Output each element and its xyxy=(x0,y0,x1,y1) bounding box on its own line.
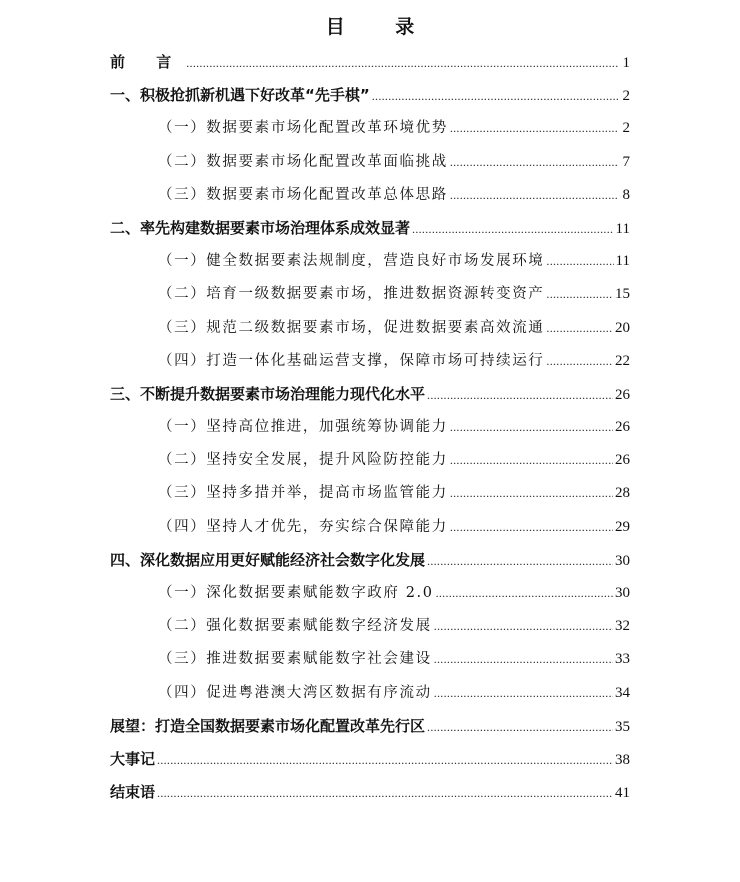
toc-page-number: 30 xyxy=(615,585,630,601)
toc-dot-leader xyxy=(546,312,613,345)
toc-dot-leader xyxy=(450,112,618,145)
toc-page-number: 15 xyxy=(615,286,630,303)
toc-chapter-entry[interactable] xyxy=(110,743,630,776)
toc-dot-leader xyxy=(450,411,613,444)
toc-page-number: 38 xyxy=(615,751,630,768)
toc-page-number: 41 xyxy=(615,785,630,802)
table-of-contents xyxy=(110,46,630,809)
toc-dot-leader xyxy=(450,477,613,510)
toc-page-number: 20 xyxy=(615,319,630,336)
toc-dot-leader xyxy=(434,677,613,710)
toc-chapter-entry[interactable] xyxy=(110,378,630,411)
toc-section-entry[interactable] xyxy=(110,677,630,710)
toc-section-entry[interactable] xyxy=(110,444,630,477)
toc-dot-leader xyxy=(427,379,613,412)
toc-entry-label: （三）规范二级数据要素市场，促进数据要素高效流通 xyxy=(158,319,545,336)
toc-entry-label: （二）强化数据要素赋能数字经济发展 xyxy=(158,618,432,635)
toc-entry-label: 三、不断提升数据要素市场治理能力现代化水平 xyxy=(110,384,426,403)
toc-page-number: 26 xyxy=(615,386,630,403)
toc-page-number: 29 xyxy=(615,518,630,535)
toc-entry-label: 前 言 xyxy=(110,53,185,71)
toc-entry-label: （一）数据要素市场化配置改革环境优势 xyxy=(158,120,448,137)
toc-section-entry[interactable] xyxy=(110,179,630,212)
toc-entry-label: 二、率先构建数据要素市场治理体系成效显著 xyxy=(110,218,411,237)
toc-dot-leader xyxy=(546,245,613,278)
toc-dot-leader xyxy=(450,511,613,544)
toc-page-number: 35 xyxy=(615,718,630,735)
toc-entry-label: （三）坚持多措并举，提高市场监管能力 xyxy=(158,485,448,502)
toc-dot-leader xyxy=(427,545,613,578)
toc-section-entry[interactable] xyxy=(110,146,630,179)
toc-entry-label: 大事记 xyxy=(110,749,156,768)
toc-page-number: 7 xyxy=(622,153,630,170)
toc-dot-leader xyxy=(436,577,613,610)
toc-entry-label: （三）数据要素市场化配置改革总体思路 xyxy=(158,186,448,203)
toc-entry-label: （四）打造一体化基础运营支撑，保障市场可持续运行 xyxy=(158,352,545,369)
toc-section-entry[interactable] xyxy=(110,245,630,278)
toc-entry-label: 展望：打造全国数据要素市场化配置改革先行区 xyxy=(110,716,426,735)
toc-chapter-entry[interactable] xyxy=(110,776,630,809)
toc-chapter-entry[interactable] xyxy=(110,544,630,577)
toc-dot-leader xyxy=(450,179,618,212)
toc-page-number: 11 xyxy=(615,253,630,270)
toc-entry-label: 结束语 xyxy=(110,783,156,802)
toc-entry-label: （四）坚持人才优先，夯实综合保障能力 xyxy=(158,518,448,535)
toc-section-entry[interactable] xyxy=(110,577,630,610)
toc-page-number: 2 xyxy=(622,120,630,137)
toc-section-entry[interactable] xyxy=(110,345,630,378)
toc-entry-label: （一）深化数据要素赋能数字政府 2.0 xyxy=(158,585,434,601)
toc-page-number: 22 xyxy=(615,352,630,369)
toc-page-number: 28 xyxy=(615,485,630,502)
toc-dot-leader xyxy=(157,777,613,810)
toc-page-number: 32 xyxy=(615,618,630,635)
toc-dot-leader xyxy=(546,278,613,311)
toc-section-entry[interactable] xyxy=(110,278,630,311)
toc-entry-label: 一、积极抢抓新机遇下好改革“先手棋” xyxy=(110,86,370,105)
toc-entry-label: （一）健全数据要素法规制度，营造良好市场发展环境 xyxy=(158,253,545,270)
toc-chapter-entry[interactable] xyxy=(110,212,630,245)
toc-dot-leader xyxy=(546,345,613,378)
toc-page-number: 11 xyxy=(615,220,630,237)
toc-title: 目 录 xyxy=(325,16,437,38)
toc-chapter-entry[interactable] xyxy=(110,46,630,79)
toc-dot-leader xyxy=(157,744,613,777)
toc-section-entry[interactable] xyxy=(110,477,630,510)
toc-entry-label: （三）推进数据要素赋能数字社会建设 xyxy=(158,651,432,668)
toc-dot-leader xyxy=(186,47,618,80)
toc-page-number: 33 xyxy=(615,651,630,668)
toc-dot-leader xyxy=(412,213,614,246)
toc-dot-leader xyxy=(450,146,618,179)
toc-chapter-entry[interactable] xyxy=(110,79,630,112)
toc-entry-label: 四、深化数据应用更好赋能经济社会数字化发展 xyxy=(110,550,426,569)
toc-entry-label: （四）促进粤港澳大湾区数据有序流动 xyxy=(158,684,432,701)
toc-page-number: 26 xyxy=(615,419,630,436)
toc-entry-label: （二）培育一级数据要素市场，推进数据资源转变资产 xyxy=(158,286,545,303)
toc-page-number: 26 xyxy=(615,452,630,469)
toc-dot-leader xyxy=(427,711,613,744)
toc-page-number: 2 xyxy=(622,88,630,105)
toc-page-number: 8 xyxy=(622,186,630,203)
toc-entry-label: （一）坚持高位推进，加强统筹协调能力 xyxy=(158,419,448,436)
toc-page-number: 1 xyxy=(622,55,630,71)
toc-section-entry[interactable] xyxy=(110,112,630,145)
toc-dot-leader xyxy=(434,610,613,643)
toc-dot-leader xyxy=(434,643,613,676)
toc-dot-leader xyxy=(450,444,613,477)
toc-entry-label: （二）数据要素市场化配置改革面临挑战 xyxy=(158,153,448,170)
toc-section-entry[interactable] xyxy=(110,643,630,676)
toc-section-entry[interactable] xyxy=(110,511,630,544)
toc-dot-leader xyxy=(372,80,618,113)
toc-page-number: 34 xyxy=(615,684,630,701)
toc-chapter-entry[interactable] xyxy=(110,710,630,743)
toc-section-entry[interactable] xyxy=(110,411,630,444)
toc-section-entry[interactable] xyxy=(110,610,630,643)
toc-entry-label: （二）坚持安全发展，提升风险防控能力 xyxy=(158,452,448,469)
toc-page-number: 30 xyxy=(615,552,630,569)
toc-section-entry[interactable] xyxy=(110,312,630,345)
